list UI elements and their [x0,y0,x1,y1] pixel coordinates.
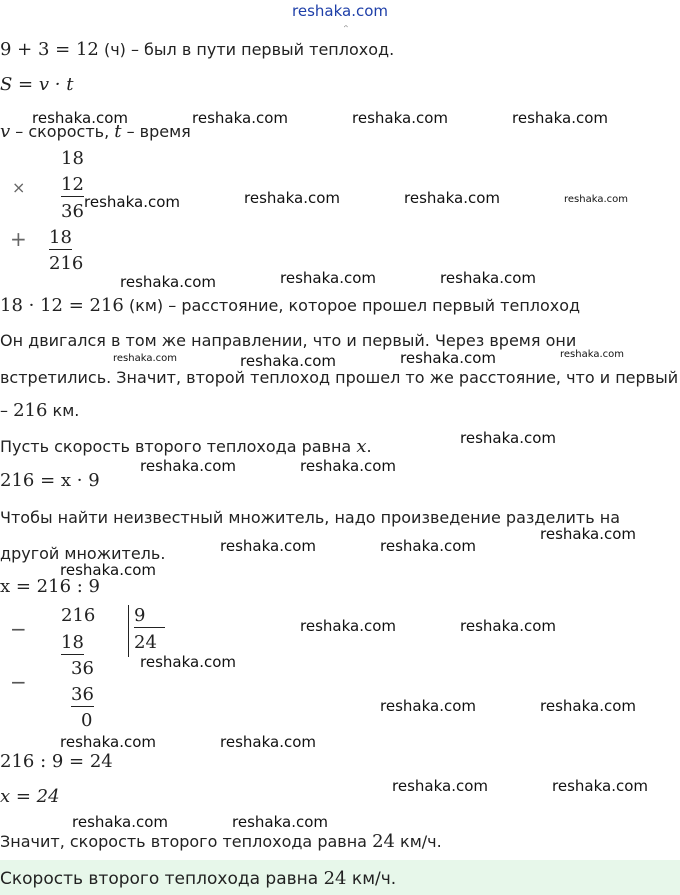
watermark: reshaka.com [232,813,328,831]
equation-216-div-9: 216 : 9 = 24 [0,751,113,772]
div-dividend: 216 [61,605,96,626]
conclusion-line [0,832,442,852]
watermark: reshaka.com [32,109,128,127]
division-bar [128,605,129,657]
text: (ч) – был в пути первый теплоход. [98,40,395,59]
watermark: reshaka.com [120,273,216,291]
text: (км) – расстояние, которое прошел первый теплоход [123,296,581,315]
equation-x-div: x = 216 : 9 [0,576,100,597]
unit: км. [47,401,80,420]
div-remainder-2: 0 [81,710,93,731]
minus-sign-1: − [10,617,27,641]
watermark: reshaka.com [404,189,500,207]
watermark: reshaka.com [540,525,636,543]
watermark: reshaka.com [220,733,316,751]
decorative-mark: ᵔ [344,24,349,35]
times-sign: × [12,178,26,197]
var-v: v [0,121,11,142]
text: – скорость, [10,122,115,141]
watermark: reshaka.com [72,813,168,831]
value: 24 [372,831,395,852]
watermark: reshaka.com [512,109,608,127]
mul-partial-2: 18 [49,227,72,248]
watermark: reshaka.com [400,349,496,367]
watermark: reshaka.com [84,193,180,211]
mul-second: 12 [61,174,84,195]
plus-sign: + [10,227,27,251]
div-divisor: 9 [134,605,165,628]
text: Значит, скорость второго теплохода равна [0,832,373,851]
watermark: reshaka.com [300,617,396,635]
equation: 9 + 3 = 12 [0,39,99,60]
watermark: reshaka.com [60,733,156,751]
watermark: reshaka.com [244,189,340,207]
paragraph-let-x [0,437,372,457]
paragraph-rule-line-1: Чтобы найти неизвестный множитель, надо произведение разделить на [0,508,621,527]
dash: – [0,401,14,420]
var-x: x [356,436,367,457]
watermark: reshaka.com [140,653,236,671]
watermark: reshaka.com [220,537,316,555]
mul-result: 216 [49,253,84,274]
formula-distance: S = v · t [0,74,74,95]
text: Пусть скорость второго теплохода равна [0,437,357,456]
watermark: reshaka.com [140,457,236,475]
line-distance-first-ship [0,296,580,316]
mul-partial-1: 36 [61,201,84,222]
watermark: reshaka.com [300,457,396,475]
watermark: reshaka.com [60,561,156,579]
watermark: reshaka.com [460,617,556,635]
div-sub-2: 36 [71,684,94,705]
paragraph-rule-line-2: другой множитель. [0,544,166,563]
paragraph-1-line-3 [0,401,79,421]
minus-sign-2: − [10,670,27,694]
watermark: reshaka.com [240,352,336,370]
watermark: reshaka.com [192,109,288,127]
var-t: t [114,121,122,142]
watermark: reshaka.com [280,269,376,287]
text-end: . [366,437,372,456]
header-site-link[interactable]: reshaka.com [292,2,388,20]
watermark: reshaka.com [113,353,177,364]
watermark: reshaka.com [564,194,628,205]
watermark: reshaka.com [380,537,476,555]
mul-top: 18 [61,148,84,169]
watermark: reshaka.com [560,349,624,360]
paragraph-1-line-1: Он двигался в том же направлении, что и первый. Через время они [0,331,577,350]
value: 24 [323,868,347,889]
watermark: reshaka.com [352,109,448,127]
watermark: reshaka.com [460,429,556,447]
answer-box [0,860,680,895]
watermark: reshaka.com [552,777,648,795]
watermark: reshaka.com [380,697,476,715]
unit: км/ч. [346,869,397,889]
watermark: reshaka.com [440,269,536,287]
div-quotient: 24 [134,632,157,653]
equation-216-x-9: 216 = x · 9 [0,470,100,491]
div-remainder-1: 36 [71,658,94,679]
text: Скорость второго теплохода равна [0,869,324,889]
line-first-ship-time [0,40,394,60]
watermark: reshaka.com [540,697,636,715]
paragraph-1-line-2: встретились. Значит, второй теплоход прошел то же расстояние, что и первый [0,368,679,387]
equation-x-24: x = 24 [0,786,60,807]
watermark: reshaka.com [392,777,488,795]
equation: 18 · 12 = 216 [0,295,124,316]
unit: км/ч. [394,832,442,851]
value: 216 [13,400,48,421]
div-sub-1: 18 [61,632,84,653]
text: – время [121,122,191,141]
answer-line [0,869,396,889]
